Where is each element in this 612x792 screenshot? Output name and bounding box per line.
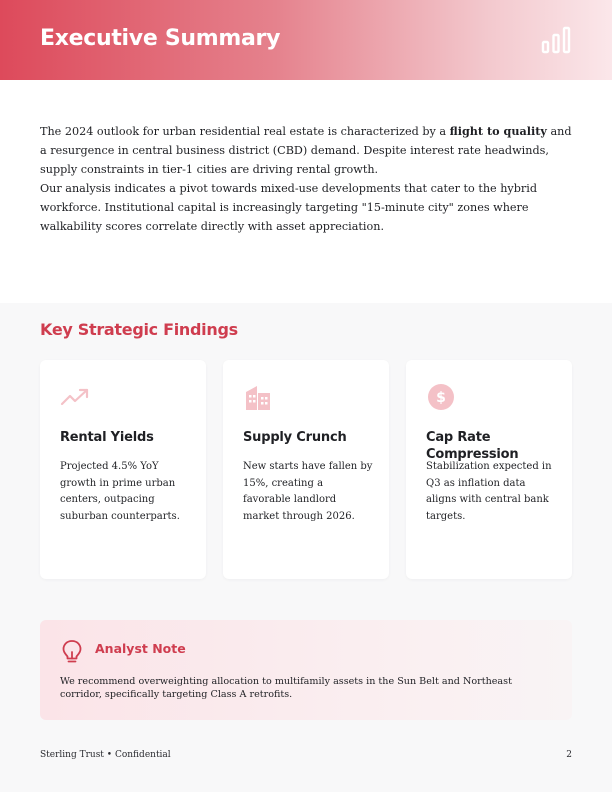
- intro-p1-emphasis: flight to quality: [449, 124, 547, 138]
- intro-p1-start: The 2024 outlook for urban residential real estate is characterized by a: [40, 125, 450, 138]
- footer-company: Sterling Trust • Confidential: [40, 750, 171, 760]
- intro-text: [40, 122, 572, 236]
- svg-text:$: $: [436, 390, 446, 406]
- card-title: Supply Crunch: [243, 430, 347, 445]
- intro-section: [0, 80, 612, 303]
- trending-up-icon: [60, 382, 90, 412]
- card-body: Stabilization expected in Q3 as inflation data aligns with central bank targets.: [426, 461, 552, 522]
- card-title: Rental Yields: [60, 430, 154, 445]
- city-buildings-icon: [243, 382, 273, 412]
- card-body: New starts have fallen by 15%, creating a favorable landlord market through 2026.: [243, 461, 373, 522]
- card-body: Projected 4.5% YoY growth in prime urban centers, outpacing suburban counterparts.: [60, 461, 180, 522]
- finding-card-rental-yields: [40, 360, 206, 579]
- findings-title: Key Strategic Findings: [40, 320, 238, 339]
- intro-paragraph-1: [40, 122, 572, 179]
- page-title: Executive Summary: [40, 26, 281, 51]
- page-header: [0, 0, 612, 80]
- note-body: We recommend overweighting allocation to multifamily assets in the Sun Belt and Northeast corridor, specifically targeting Class A retrofits.: [60, 676, 512, 700]
- intro-p1-end: and a resurgence in central business district (CBD) demand. Despite interest rate headwinds, supply constraints in tier-1 cities are driving rental growth.: [40, 125, 572, 176]
- card-title: Cap Rate Compression: [426, 430, 519, 462]
- finding-card-supply-crunch: [223, 360, 389, 579]
- page-number: 2: [566, 750, 572, 760]
- bar-chart-icon: [541, 26, 571, 54]
- lightbulb-icon: [60, 639, 84, 665]
- finding-card-cap-rate: [406, 360, 572, 579]
- note-title: Analyst Note: [95, 641, 186, 656]
- dollar-coin-icon: [426, 382, 456, 412]
- analyst-note: [40, 620, 572, 720]
- intro-paragraph-2: Our analysis indicates a pivot towards mixed-use developments that cater to the hybrid workforce. Institutional capital is increasingly targeting "15-minute city" zones where walkability scores correlate directly with asset appreciation.: [40, 182, 537, 233]
